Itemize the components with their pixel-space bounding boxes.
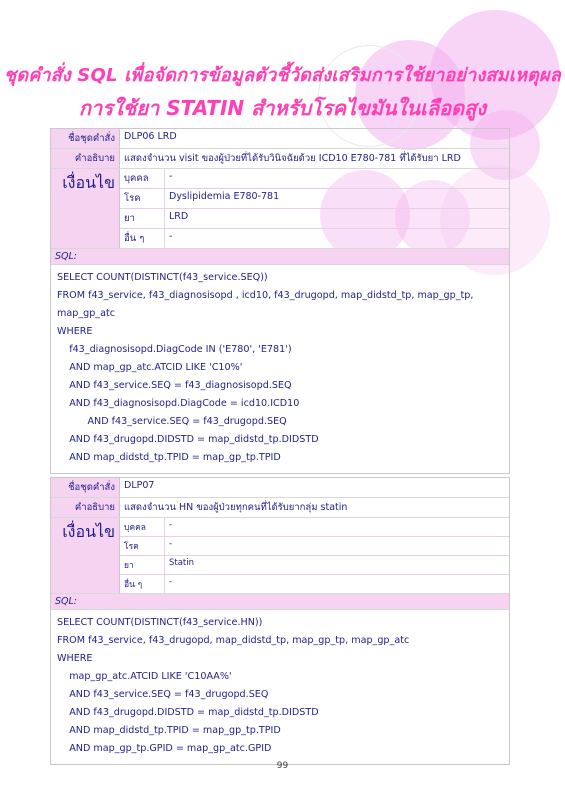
sql-line: AND map_didstd_tp.TPID = map_gp_tp.TPID	[57, 452, 281, 463]
cond-other	[120, 229, 509, 248]
sql-line: f43_diagnosisopd.DiagCode IN ('E780', 'E781')	[57, 344, 292, 355]
sql-line: AND map_gp_tp.GPID = map_gp_atc.GPID	[57, 743, 272, 754]
sql-line: map_gp_atc.ATCID LIKE 'C10AA%'	[57, 671, 232, 682]
condition-row	[51, 518, 509, 594]
page-title-line2: การใช้ยา STATIN สำหรับโรคไขมันในเลือดสูง	[78, 96, 487, 120]
cond-label: เงื่อนไข	[51, 518, 120, 593]
cond-other	[120, 575, 509, 593]
desc-label: คำอธิบาย	[51, 149, 120, 168]
cond-other-value: -	[169, 577, 173, 587]
cond-disease	[120, 537, 509, 556]
query-name: DLP07	[124, 480, 155, 491]
cond-disease-label: โรค	[120, 189, 165, 208]
sql-line: FROM f43_service, f43_diagnosisopd , icd10, f43_drugopd, map_didstd_tp, map_gp_tp,	[57, 290, 474, 301]
cond-person-label: บุคคล	[120, 518, 165, 536]
desc-label: คำอธิบาย	[51, 498, 120, 517]
query-desc: แสดงจำนวน HN ของผู้ป่วยทุกคนที่ได้รับยากลุ่ม statin	[124, 502, 348, 513]
cond-person	[120, 518, 509, 537]
sql-line: AND f43_service.SEQ = f43_drugopd.SEQ	[57, 689, 269, 700]
query-desc: แสดงจำนวน visit ของผู้ป่วยที่ได้รับวินิจฉัยด้วย ICD10 E780-781 ที่ได้รับยา LRD	[124, 153, 461, 164]
sql-line: WHERE	[57, 326, 93, 337]
sql-line: FROM f43_service, f43_drugopd, map_didstd_tp, map_gp_tp, map_gp_atc	[57, 635, 410, 646]
name-label: ชื่อชุดคำสั่ง	[51, 129, 120, 148]
name-row	[51, 129, 509, 149]
cond-disease-label: โรค	[120, 537, 165, 555]
cond-person-value: -	[169, 520, 173, 530]
sql-line: AND map_gp_atc.ATCID LIKE 'C10%'	[57, 362, 243, 373]
sql-line: AND f43_diagnosisopd.DiagCode = icd10.ICD10	[57, 398, 300, 409]
sql-line: WHERE	[57, 653, 93, 664]
sql-line: AND f43_drugopd.DIDSTD = map_didstd_tp.DIDSTD	[57, 434, 319, 445]
page-title-line1: ชุดคำสั่ง SQL เพื่อจัดการข้อมูลตัวชี้วัดส่งเสริมการใช้ยาอย่างสมเหตุผล	[3, 65, 562, 86]
sql-line: AND f43_service.SEQ = f43_drugopd.SEQ	[57, 416, 287, 427]
cond-disease	[120, 189, 509, 209]
cond-person-value: -	[169, 171, 173, 182]
sql-line: AND map_didstd_tp.TPID = map_gp_tp.TPID	[57, 725, 281, 736]
cond-person	[120, 169, 509, 189]
cond-drug	[120, 556, 509, 575]
sql-header: SQL:	[51, 249, 509, 265]
sql-code	[51, 265, 509, 473]
cond-other-value: -	[169, 231, 173, 242]
sql-line: map_gp_atc	[57, 308, 116, 319]
cond-label: เงื่อนไข	[51, 169, 120, 248]
cond-disease-value: Dyslipidemia E780-781	[169, 191, 280, 202]
cond-disease-value: -	[169, 539, 173, 549]
cond-drug-label: ยา	[120, 209, 165, 228]
cond-drug-value: Statin	[169, 558, 195, 568]
cond-drug	[120, 209, 509, 229]
desc-row	[51, 498, 509, 518]
name-label: ชื่อชุดคำสั่ง	[51, 478, 120, 497]
sql-line: SELECT COUNT(DISTINCT(f43_service.SEQ))	[57, 272, 268, 283]
query-name: DLP06 LRD	[124, 131, 177, 142]
name-row	[51, 478, 509, 498]
sql-line: AND f43_drugopd.DIDSTD = map_didstd_tp.DIDSTD	[57, 707, 319, 718]
query-block-dlp07	[50, 477, 510, 765]
cond-drug-label: ยา	[120, 556, 165, 574]
sql-header: SQL:	[51, 594, 509, 610]
sql-line: AND f43_service.SEQ = f43_diagnosisopd.SEQ	[57, 380, 292, 391]
page-number: 99	[276, 761, 289, 771]
cond-person-label: บุคคล	[120, 169, 165, 188]
sql-code	[51, 610, 509, 764]
sql-line: SELECT COUNT(DISTINCT(f43_service.HN))	[57, 617, 263, 628]
desc-row	[51, 149, 509, 169]
condition-row	[51, 169, 509, 249]
cond-other-label: อื่น ๆ	[120, 229, 165, 248]
query-block-dlp06	[50, 128, 510, 474]
cond-drug-value: LRD	[169, 211, 189, 222]
cond-other-label: อื่น ๆ	[120, 575, 165, 593]
